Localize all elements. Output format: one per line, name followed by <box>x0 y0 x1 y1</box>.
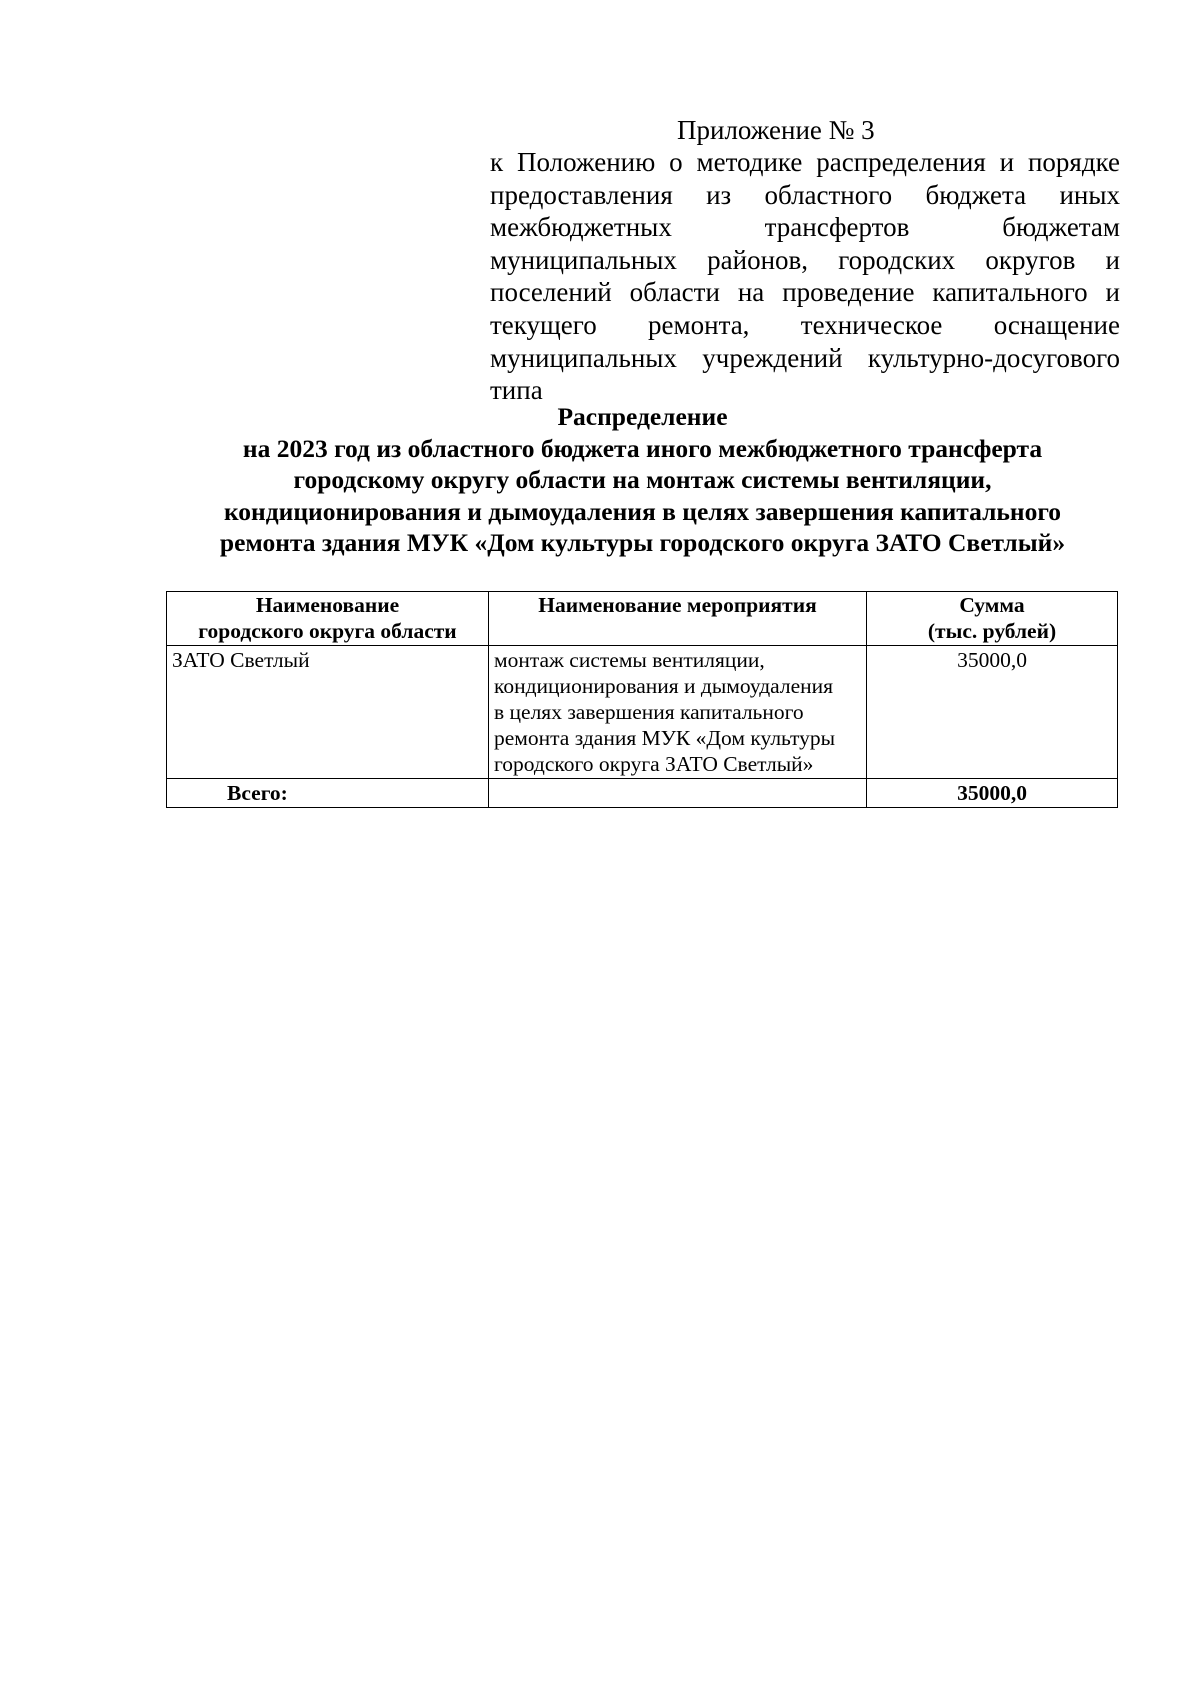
header-amount-line-1: Сумма <box>959 593 1025 617</box>
document-heading <box>150 401 1135 559</box>
appendix-block <box>490 114 1120 407</box>
cell-amount: 35000,0 <box>867 646 1118 779</box>
total-label: Всего: <box>167 779 489 808</box>
table-header-row <box>167 592 1118 646</box>
header-amount <box>867 592 1118 646</box>
header-amount-line-2: (тыс. рублей) <box>927 619 1057 643</box>
header-activity: Наименование мероприятия <box>489 592 867 646</box>
appendix-title: Приложение № 3 <box>677 115 875 145</box>
header-district <box>167 592 489 646</box>
table-total-row <box>167 779 1118 808</box>
heading-line-3: городскому округу области на монтаж системы вентиляции, <box>293 465 992 494</box>
activity-line-3: в целях завершения капитального <box>494 700 804 724</box>
heading-line-5: ремонта здания МУК «Дом культуры городского округа ЗАТО Светлый» <box>219 528 1066 557</box>
cell-activity <box>489 646 867 779</box>
heading-line-4: кондиционирования и дымоудаления в целях завершения капитального <box>223 496 1062 526</box>
activity-line-1: монтаж системы вентиляции, <box>494 648 765 672</box>
header-district-line-2: городского округа области <box>198 619 457 643</box>
cell-district: ЗАТО Светлый <box>167 646 489 779</box>
header-district-line-1: Наименование <box>255 593 400 617</box>
heading-line-1: Распределение <box>557 402 728 431</box>
total-amount: 35000,0 <box>867 779 1118 808</box>
activity-line-2: кондиционирования и дымоудаления <box>494 674 834 698</box>
table-row <box>167 646 1118 779</box>
activity-line-5: городского округа ЗАТО Светлый» <box>494 752 814 776</box>
distribution-table <box>166 591 1118 808</box>
appendix-text: к Положению о методике распределения и порядке предоставления из областного бюджета иных межбюджетных трансфертов бюджетам муниципальных районов, городских округов и поселений области на проведение капитального и текущего ремонта, техническое оснащение муниципальных учреждений культурно-досугового типа <box>490 147 1120 406</box>
activity-line-4: ремонта здания МУК «Дом культуры <box>494 726 836 750</box>
heading-line-2: на 2023 год из областного бюджета иного межбюджетного трансферта <box>242 433 1043 463</box>
total-empty-cell <box>489 779 867 808</box>
